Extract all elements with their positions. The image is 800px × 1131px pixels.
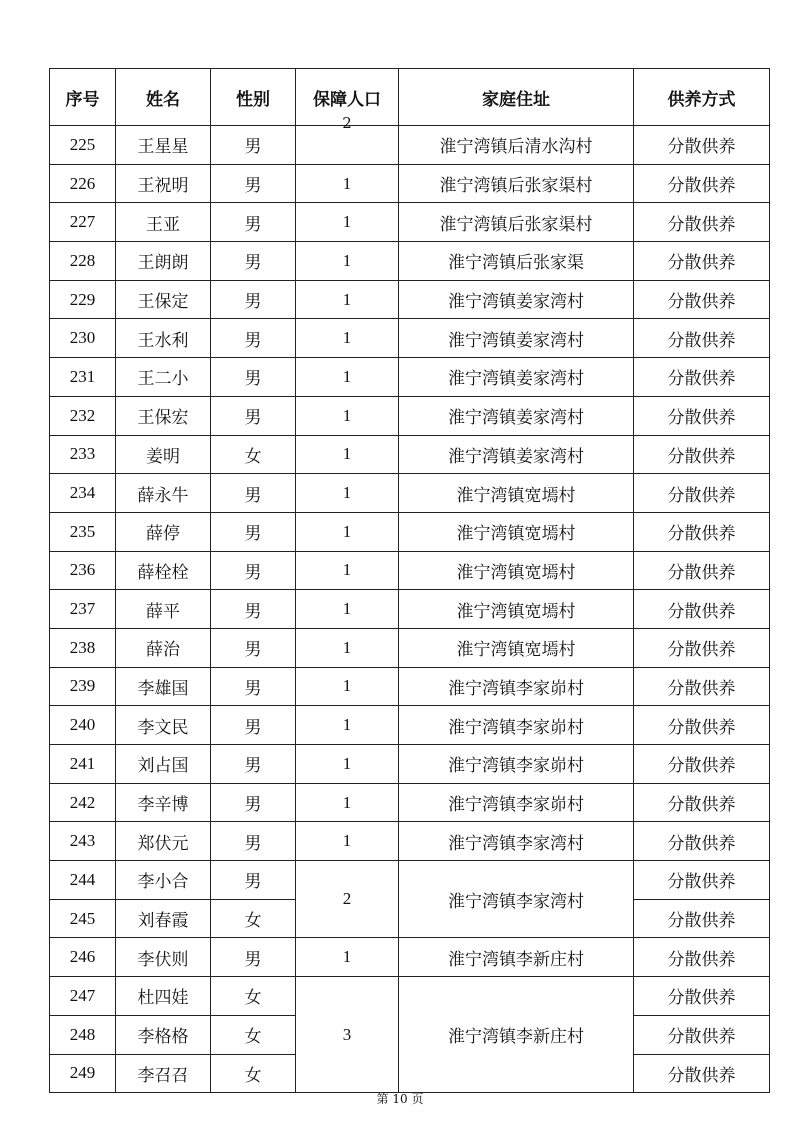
cell-household-count: 1 xyxy=(296,706,399,745)
cell-name: 薛永牛 xyxy=(116,474,211,513)
cell-serial: 231 xyxy=(50,358,116,397)
table-row xyxy=(50,551,770,590)
cell-gender: 男 xyxy=(211,474,296,513)
cell-address: 淮宁湾镇李家峁村 xyxy=(399,667,634,706)
cell-serial: 230 xyxy=(50,319,116,358)
cell-support-type: 分散供养 xyxy=(634,551,770,590)
cell-support-type: 分散供养 xyxy=(634,861,770,900)
cell-household-count: 1 xyxy=(296,628,399,667)
cell-name: 刘占国 xyxy=(116,745,211,784)
cell-gender: 男 xyxy=(211,126,296,165)
cell-address: 淮宁湾镇姜家湾村 xyxy=(399,280,634,319)
table-row xyxy=(50,358,770,397)
cell-serial: 227 xyxy=(50,203,116,242)
clipped-count-text: 2 xyxy=(342,114,352,132)
cell-support-type: 分散供养 xyxy=(634,822,770,861)
cell-gender: 男 xyxy=(211,280,296,319)
cell-address-merged: 淮宁湾镇李家湾村 xyxy=(399,861,634,938)
cell-gender: 男 xyxy=(211,358,296,397)
cell-support-type: 分散供养 xyxy=(634,1015,770,1054)
cell-gender: 男 xyxy=(211,822,296,861)
cell-gender: 男 xyxy=(211,396,296,435)
cell-name: 李伏则 xyxy=(116,938,211,977)
header-household-count: 保障人口 xyxy=(296,69,399,126)
cell-gender: 男 xyxy=(211,551,296,590)
cell-gender: 男 xyxy=(211,938,296,977)
cell-household-count: 1 xyxy=(296,242,399,281)
cell-support-type: 分散供养 xyxy=(634,745,770,784)
cell-support-type: 分散供养 xyxy=(634,628,770,667)
header-serial: 序号 xyxy=(50,69,116,126)
cell-household-count-merged: 2 xyxy=(296,861,399,938)
table-row xyxy=(50,822,770,861)
cell-name: 杜四娃 xyxy=(116,977,211,1016)
cell-serial: 244 xyxy=(50,861,116,900)
cell-serial: 229 xyxy=(50,280,116,319)
cell-serial: 228 xyxy=(50,242,116,281)
table-row xyxy=(50,783,770,822)
cell-name: 王亚 xyxy=(116,203,211,242)
cell-support-type: 分散供养 xyxy=(634,938,770,977)
cell-support-type: 分散供养 xyxy=(634,319,770,358)
header-address: 家庭住址 xyxy=(399,69,634,126)
cell-support-type: 分散供养 xyxy=(634,242,770,281)
cell-household-count: 1 xyxy=(296,745,399,784)
header-support-type: 供养方式 xyxy=(634,69,770,126)
cell-gender: 男 xyxy=(211,667,296,706)
cell-serial: 225 xyxy=(50,126,116,165)
cell-name: 王水利 xyxy=(116,319,211,358)
cell-name: 王保宏 xyxy=(116,396,211,435)
cell-support-type: 分散供养 xyxy=(634,435,770,474)
cell-address: 淮宁湾镇姜家湾村 xyxy=(399,435,634,474)
cell-address: 淮宁湾镇姜家湾村 xyxy=(399,396,634,435)
table-row xyxy=(50,706,770,745)
cell-address: 淮宁湾镇宽墕村 xyxy=(399,628,634,667)
table-row xyxy=(50,319,770,358)
cell-household-count-clipped xyxy=(296,114,399,165)
cell-serial: 241 xyxy=(50,745,116,784)
cell-gender: 男 xyxy=(211,745,296,784)
table-row xyxy=(50,203,770,242)
cell-serial: 242 xyxy=(50,783,116,822)
cell-name: 李辛博 xyxy=(116,783,211,822)
cell-support-type: 分散供养 xyxy=(634,358,770,397)
table-row xyxy=(50,435,770,474)
cell-support-type: 分散供养 xyxy=(634,203,770,242)
cell-gender: 男 xyxy=(211,783,296,822)
cell-serial: 245 xyxy=(50,899,116,938)
cell-serial: 235 xyxy=(50,512,116,551)
cell-gender: 男 xyxy=(211,319,296,358)
header-row xyxy=(50,69,770,126)
cell-serial: 237 xyxy=(50,590,116,629)
table-row xyxy=(50,396,770,435)
cell-address: 淮宁湾镇姜家湾村 xyxy=(399,319,634,358)
cell-support-type: 分散供养 xyxy=(634,977,770,1016)
table-row xyxy=(50,667,770,706)
cell-address-merged: 淮宁湾镇李新庄村 xyxy=(399,977,634,1093)
cell-household-count: 1 xyxy=(296,667,399,706)
cell-household-count: 1 xyxy=(296,512,399,551)
cell-name: 王二小 xyxy=(116,358,211,397)
cell-address: 淮宁湾镇李家峁村 xyxy=(399,745,634,784)
cell-household-count: 1 xyxy=(296,396,399,435)
cell-household-count: 1 xyxy=(296,822,399,861)
cell-name: 薛栓栓 xyxy=(116,551,211,590)
cell-household-count: 1 xyxy=(296,358,399,397)
cell-name: 李小合 xyxy=(116,861,211,900)
cell-gender: 女 xyxy=(211,899,296,938)
cell-name: 李文民 xyxy=(116,706,211,745)
cell-gender: 女 xyxy=(211,435,296,474)
cell-name: 王保定 xyxy=(116,280,211,319)
cell-serial: 226 xyxy=(50,164,116,203)
cell-household-count: 1 xyxy=(296,319,399,358)
cell-serial: 239 xyxy=(50,667,116,706)
cell-support-type: 分散供养 xyxy=(634,590,770,629)
cell-gender: 女 xyxy=(211,1054,296,1093)
cell-serial: 233 xyxy=(50,435,116,474)
cell-gender: 男 xyxy=(211,242,296,281)
cell-household-count: 1 xyxy=(296,435,399,474)
cell-gender: 男 xyxy=(211,512,296,551)
page-number: 第 10 页 xyxy=(376,1092,424,1106)
cell-serial: 247 xyxy=(50,977,116,1016)
cell-name: 李格格 xyxy=(116,1015,211,1054)
cell-household-count: 1 xyxy=(296,783,399,822)
cell-serial: 238 xyxy=(50,628,116,667)
cell-name: 薛停 xyxy=(116,512,211,551)
cell-name: 李召召 xyxy=(116,1054,211,1093)
cell-serial: 240 xyxy=(50,706,116,745)
cell-household-count-merged: 3 xyxy=(296,977,399,1093)
cell-address: 淮宁湾镇宽墕村 xyxy=(399,551,634,590)
cell-household-count: 1 xyxy=(296,280,399,319)
cell-name: 姜明 xyxy=(116,435,211,474)
cell-serial: 243 xyxy=(50,822,116,861)
cell-household-count: 1 xyxy=(296,551,399,590)
cell-gender: 男 xyxy=(211,164,296,203)
cell-name: 王祝明 xyxy=(116,164,211,203)
cell-household-count: 1 xyxy=(296,164,399,203)
cell-gender: 男 xyxy=(211,203,296,242)
table-row xyxy=(50,126,770,165)
cell-name: 薛平 xyxy=(116,590,211,629)
cell-serial: 248 xyxy=(50,1015,116,1054)
cell-gender: 女 xyxy=(211,1015,296,1054)
cell-support-type: 分散供养 xyxy=(634,706,770,745)
household-roster-table xyxy=(49,68,770,1093)
cell-address: 淮宁湾镇宽墕村 xyxy=(399,512,634,551)
cell-household-count: 1 xyxy=(296,203,399,242)
cell-address: 淮宁湾镇后张家渠村 xyxy=(399,164,634,203)
table-row xyxy=(50,628,770,667)
cell-support-type: 分散供养 xyxy=(634,1054,770,1093)
header-gender: 性别 xyxy=(211,69,296,126)
cell-serial: 232 xyxy=(50,396,116,435)
cell-gender: 男 xyxy=(211,706,296,745)
cell-address: 淮宁湾镇宽墕村 xyxy=(399,590,634,629)
cell-serial: 249 xyxy=(50,1054,116,1093)
cell-serial: 246 xyxy=(50,938,116,977)
cell-name: 李雄国 xyxy=(116,667,211,706)
cell-support-type: 分散供养 xyxy=(634,474,770,513)
cell-address: 淮宁湾镇宽墕村 xyxy=(399,474,634,513)
table-row xyxy=(50,590,770,629)
cell-address: 淮宁湾镇姜家湾村 xyxy=(399,358,634,397)
cell-address: 淮宁湾镇李家湾村 xyxy=(399,822,634,861)
cell-serial: 234 xyxy=(50,474,116,513)
cell-household-count: 1 xyxy=(296,474,399,513)
cell-address: 淮宁湾镇李新庄村 xyxy=(399,938,634,977)
cell-support-type: 分散供养 xyxy=(634,126,770,165)
table-row xyxy=(50,512,770,551)
header-name: 姓名 xyxy=(116,69,211,126)
cell-household-count: 1 xyxy=(296,938,399,977)
cell-support-type: 分散供养 xyxy=(634,667,770,706)
cell-support-type: 分散供养 xyxy=(634,512,770,551)
cell-name: 薛治 xyxy=(116,628,211,667)
cell-address: 淮宁湾镇后清水沟村 xyxy=(399,126,634,165)
cell-name: 郑伏元 xyxy=(116,822,211,861)
cell-support-type: 分散供养 xyxy=(634,396,770,435)
table-row xyxy=(50,861,770,900)
table-row xyxy=(50,280,770,319)
cell-address: 淮宁湾镇李家峁村 xyxy=(399,783,634,822)
cell-address: 淮宁湾镇后张家渠 xyxy=(399,242,634,281)
cell-address: 淮宁湾镇李家峁村 xyxy=(399,706,634,745)
cell-name: 王朗朗 xyxy=(116,242,211,281)
cell-support-type: 分散供养 xyxy=(634,164,770,203)
table-row xyxy=(50,242,770,281)
cell-household-count: 1 xyxy=(296,590,399,629)
cell-gender: 男 xyxy=(211,861,296,900)
cell-serial: 236 xyxy=(50,551,116,590)
cell-support-type: 分散供养 xyxy=(634,899,770,938)
table-row xyxy=(50,164,770,203)
table-row xyxy=(50,745,770,784)
cell-address: 淮宁湾镇后张家渠村 xyxy=(399,203,634,242)
table-row xyxy=(50,938,770,977)
cell-gender: 男 xyxy=(211,590,296,629)
cell-gender: 女 xyxy=(211,977,296,1016)
cell-name: 刘春霞 xyxy=(116,899,211,938)
cell-support-type: 分散供养 xyxy=(634,280,770,319)
table-row xyxy=(50,977,770,1016)
cell-name: 王星星 xyxy=(116,126,211,165)
cell-gender: 男 xyxy=(211,628,296,667)
table-row xyxy=(50,474,770,513)
cell-support-type: 分散供养 xyxy=(634,783,770,822)
